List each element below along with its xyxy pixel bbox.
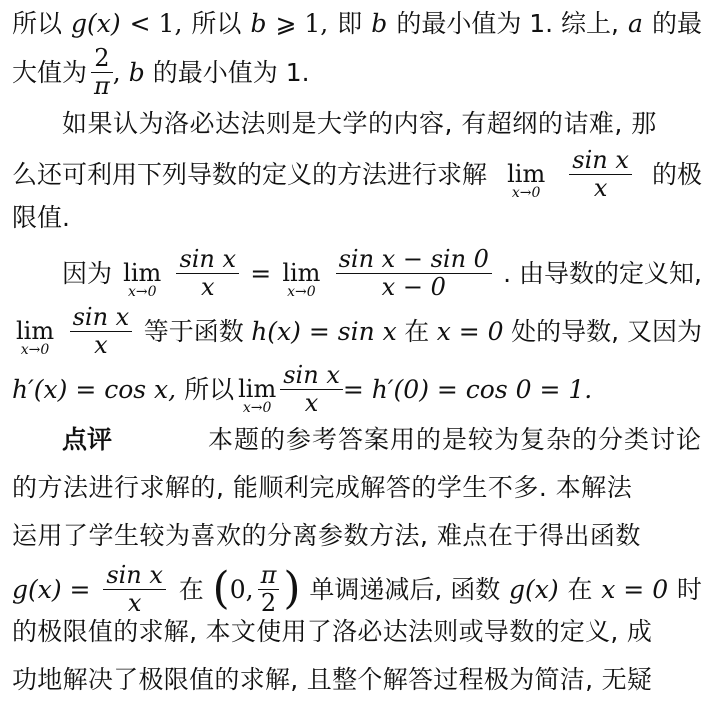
fraction-denominator: x (94, 330, 108, 359)
fraction-numerator: sin x (179, 244, 237, 273)
math-result: = h′(0) = cos 0 = 1. (342, 374, 593, 404)
text: 等于函数 (143, 316, 244, 346)
lim-subscript: x→0 (242, 400, 272, 417)
text-line-6 (12, 240, 702, 306)
text: 所以 (191, 8, 242, 38)
fraction-denominator: x − 0 (381, 272, 446, 301)
fraction-numerator: sin x (283, 360, 340, 389)
limit-operator (282, 261, 320, 300)
text: 在 (404, 316, 430, 346)
lim-subscript: x→0 (20, 342, 50, 359)
text: 么还可利用下列导数的定义的方法进行求解 (12, 159, 488, 189)
text: 的极限值的求解, 本文使用了洛必达法则或导数的定义, 成 (12, 616, 653, 646)
fraction-numerator: sin x (106, 560, 163, 589)
fraction-numerator: sin x − sin 0 (338, 244, 489, 273)
fraction-denominator: 2 (260, 588, 277, 617)
text-line-7 (12, 298, 702, 364)
equals-sign: = (250, 258, 272, 288)
text: 的方法进行求解的, 能顺利完成解答的学生不多. 本解法 (12, 472, 633, 502)
text: 的最小值为 1. 综上, (396, 8, 620, 38)
lim-text: lim (16, 317, 55, 346)
math-hx: h(x) = sin x (251, 316, 397, 346)
fraction-denominator: x (304, 388, 319, 417)
math-a: a (628, 8, 643, 38)
math-gx: g(x) = (12, 574, 91, 604)
comment-label: 点评 (62, 424, 113, 454)
text: 大值为 (12, 57, 88, 87)
math-relation: < 1, (129, 8, 183, 38)
lim-subscript: x→0 (287, 284, 316, 301)
text: 的最小值为 1. (152, 57, 310, 87)
open-paren: ( (212, 563, 230, 614)
text: . 由导数的定义知, (503, 258, 702, 288)
fraction-denominator: x (593, 173, 608, 202)
fraction-numerator: sin x (572, 145, 629, 174)
fraction-difference-quotient (336, 246, 492, 301)
text: 本题的参考答案用的是较为复杂的分类讨论 (207, 424, 702, 454)
lim-text: lim (282, 259, 321, 288)
text: 功地解决了极限值的求解, 且整个解答过程极为简洁, 无疑 (12, 664, 653, 694)
fraction-sinx-over-x (70, 304, 133, 359)
text: 运用了学生较为喜欢的分离参数方法, 难点在于得出函数 (12, 520, 641, 550)
text: 的最 (651, 8, 702, 38)
lim-text: lim (238, 375, 277, 404)
text: 因为 (62, 258, 113, 288)
lim-subscript: x→0 (127, 284, 157, 301)
math-x-equals-0: x = 0 (436, 316, 504, 346)
text: 的极 (651, 159, 702, 189)
text: 单调递减后, 函数 (309, 574, 501, 604)
fraction-denominator: π (94, 71, 110, 100)
text: 限值. (12, 202, 70, 232)
fraction-sinx-over-x (176, 246, 239, 301)
math-x-equals-0: x = 0 (601, 574, 669, 604)
text: 处的导数, 又因为 (511, 316, 702, 346)
close-paren: ) (283, 563, 301, 614)
text-line-5 (12, 185, 702, 246)
lim-text: lim (507, 160, 546, 189)
math-b: b (128, 57, 145, 87)
math-relation: ⩾ 1, (275, 8, 329, 38)
comma: , (112, 57, 121, 87)
text: 即 (337, 8, 363, 38)
text: 在 (178, 574, 204, 604)
text-line-14 (12, 650, 702, 708)
math-b: b (250, 8, 267, 38)
text: 所以 (12, 8, 63, 38)
limit-operator (123, 261, 161, 300)
fraction-denominator: x (200, 272, 215, 301)
math-gx: g(x) (509, 574, 559, 604)
fraction-2-over-pi (91, 45, 113, 100)
lim-subscript: x→0 (511, 185, 541, 202)
fraction-numerator: π (260, 560, 277, 589)
fraction-sinx-over-x (280, 362, 343, 417)
interval-start: 0, (229, 574, 254, 604)
lim-text: lim (123, 259, 162, 288)
math-hprime: h′(x) = cos x, (12, 374, 177, 404)
text: 在 (567, 574, 593, 604)
text: 所以 (184, 374, 235, 404)
limit-operator (16, 319, 54, 358)
text: 时 (676, 574, 702, 604)
fraction-numerator: sin x (72, 302, 130, 331)
text: 如果认为洛必达法则是大学的内容, 有超纲的诘难, 那 (62, 108, 657, 138)
fraction-numerator: 2 (94, 43, 110, 72)
fraction-denominator: x (127, 588, 142, 617)
math-gx: g(x) (71, 8, 121, 38)
math-b: b (371, 8, 388, 38)
